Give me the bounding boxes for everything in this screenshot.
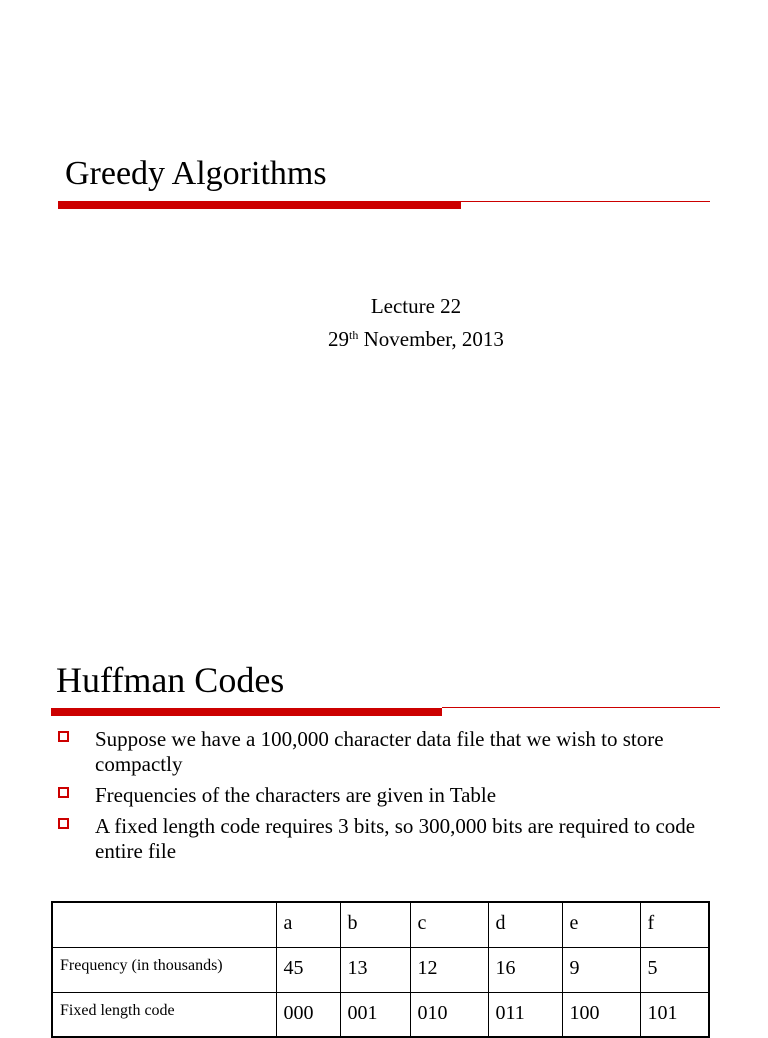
table-cell: 100 <box>562 992 640 1037</box>
table-row <box>52 947 709 992</box>
bullet-item <box>56 727 720 777</box>
bullet-list <box>56 727 720 870</box>
table-header-cell <box>52 902 276 947</box>
title-underline-thick <box>58 201 461 209</box>
table-header-cell: a <box>276 902 340 947</box>
date-day-suffix: th <box>349 328 359 342</box>
date-month-year: November, 2013 <box>358 327 504 351</box>
table-row-label: Frequency (in thousands) <box>52 947 276 992</box>
frequency-table <box>51 901 710 1038</box>
table-cell: 001 <box>340 992 410 1037</box>
bullet-text: Frequencies of the characters are given in Table <box>95 783 497 807</box>
square-bullet-icon <box>58 818 69 829</box>
table-cell: 5 <box>640 947 709 992</box>
bullet-item <box>56 783 720 808</box>
table-row <box>52 992 709 1037</box>
lecture-number: Lecture 22 <box>370 294 462 318</box>
slide-title-greedy-algorithms: Greedy Algorithms <box>65 155 327 192</box>
square-bullet-icon <box>58 731 69 742</box>
square-bullet-icon <box>58 787 69 798</box>
table-cell: 45 <box>276 947 340 992</box>
table-cell: 12 <box>410 947 488 992</box>
table-row-label: Fixed length code <box>52 992 276 1037</box>
table-header-cell: e <box>562 902 640 947</box>
table-cell: 101 <box>640 992 709 1037</box>
date-day: 29 <box>328 327 350 351</box>
slide-title-huffman-codes: Huffman Codes <box>56 660 285 700</box>
table-header-cell: c <box>410 902 488 947</box>
table-cell: 011 <box>488 992 562 1037</box>
lecture-date <box>0 325 768 353</box>
title-underline-thick <box>51 708 442 716</box>
table-header-cell: d <box>488 902 562 947</box>
table-header-cell: b <box>340 902 410 947</box>
table-cell: 000 <box>276 992 340 1037</box>
title-underline-thin <box>461 201 710 202</box>
table-header-row <box>52 902 709 947</box>
bullet-text: Suppose we have a 100,000 character data file that we wish to store compactly <box>95 727 664 776</box>
title-underline-thin <box>442 707 720 708</box>
table-cell: 9 <box>562 947 640 992</box>
table-cell: 010 <box>410 992 488 1037</box>
table-header-cell: f <box>640 902 709 947</box>
table-cell: 13 <box>340 947 410 992</box>
bullet-text: A fixed length code requires 3 bits, so 300,000 bits are required to code entire file <box>95 814 696 863</box>
table-cell: 16 <box>488 947 562 992</box>
bullet-item <box>56 814 720 864</box>
